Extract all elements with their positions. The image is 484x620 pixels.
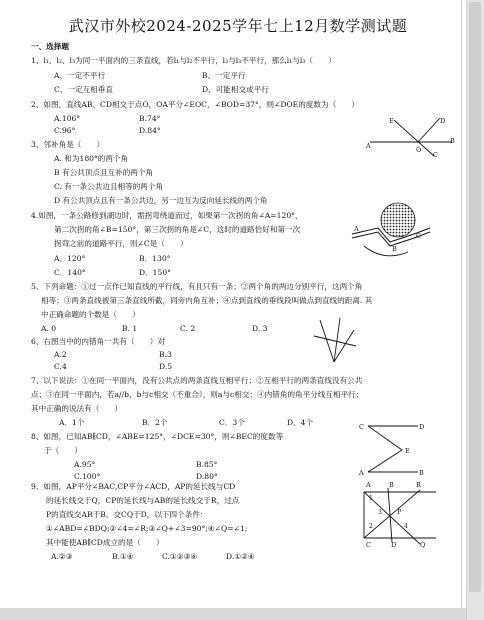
question-9-line4: ①∠ABD=∠BDQ;②∠4=∠R;③∠Q+∠3=90°;④∠Q=∠1; — [46, 524, 248, 533]
q3-option-b: B 有公共顶点且互补的两个角 — [54, 168, 154, 177]
question-3-stem: 3、邻补角是（ ） — [31, 140, 105, 149]
q1-option-d: D、可能相交或平行 — [202, 85, 269, 94]
q6-option-d: D.5 — [159, 362, 173, 371]
q5-option-d: D. 3 — [252, 324, 268, 333]
q9-label-r: R — [416, 481, 421, 489]
q2-label-e: E — [389, 117, 394, 125]
q8-option-d: D.80° — [196, 472, 218, 481]
q1-option-b: B、一定平行 — [202, 71, 246, 80]
q9-option-d: D.①②④ — [226, 552, 255, 561]
question-7-line3: 其中正确的说法有（ ） — [31, 404, 123, 413]
q4-option-d: D．150° — [139, 268, 171, 277]
question-9-line1: 9、如图，AP平分∠BAC,CP平分∠ACD，AP的延长线与CD — [31, 482, 236, 491]
q8-option-b: B.85° — [196, 460, 218, 469]
q4-option-b: B．130° — [139, 254, 171, 263]
question-7-line1: 7、以下说法：①在同一平面内，没有公共点的两条直线互相平行；②互相平行的两条直线没有公共 — [31, 376, 363, 385]
page-title: 武汉市外校2024-2025学年七上12月数学测试题 — [68, 17, 408, 35]
q9-option-b: B.①④ — [112, 552, 134, 561]
q5-option-c: C. 2 — [180, 324, 196, 333]
question-9-line2: 的延长线交于Q，CP的延长线与AB的延长线交于R，过点 — [46, 496, 240, 505]
q9-option-c: C.①②③④ — [162, 552, 198, 561]
q4-label-c: C — [416, 232, 421, 240]
q7-option-a: A．1个 — [59, 418, 85, 427]
q9-angle-3: 3 — [378, 509, 382, 516]
section-heading: 一、选择题 — [31, 42, 69, 51]
q9-label-c: C — [366, 541, 371, 549]
question-9-line5: 其中能使AB∥CD成立的是（ ） — [46, 538, 164, 547]
question-4-line2: 第二次拐的角∠B=150°，第三次拐的角是∠C，这时的道路恰好和第一次 — [54, 225, 301, 234]
q7-option-d: D．4个 — [287, 418, 314, 427]
question-6-stem: 6、右图当中的内错角一共有（ ）对 — [31, 337, 165, 346]
q4-label-b: B — [392, 245, 397, 253]
q9-option-a: A.②③ — [51, 552, 73, 561]
viewer-background — [0, 608, 466, 620]
q2-label-o: O — [416, 146, 422, 154]
question-7-line2: 点；③在同一平面内，若a//b，b与c相交（不重合），则a与c相交；④内错角的角平分线互相平行； — [31, 390, 364, 399]
q4-label-a: A — [354, 225, 359, 233]
q9-label-a: A — [366, 481, 371, 489]
q5-option-a: A. 0 — [41, 324, 57, 333]
q2-label-b: B — [450, 137, 455, 145]
vertical-scrollbar[interactable] — [466, 0, 484, 620]
q8-option-a: A.95° — [74, 460, 96, 469]
question-8-line1: 8、如图，已知AB∥CD，∠ABE=125°，∠DCE=30°，则∠BEC的度数等 — [31, 432, 284, 441]
question-5-line1: 5、下列命题：①过一点作已知直线的平行线，有且只有一条；②两个角的两边分别平行，这两个角 — [31, 282, 363, 291]
q9-angle-1: 1 — [369, 495, 373, 502]
q7-option-b: B．2个 — [142, 418, 168, 427]
q8-label-d: D — [419, 423, 425, 431]
question-4-line1: 4.如图，一条公路修到湖边时，需拐弯绕道而过，如果第一次拐的角∠A=120°， — [31, 211, 303, 220]
q1-option-c: C、一定互相垂直 — [54, 85, 113, 94]
q8-option-c: C.100° — [74, 472, 101, 481]
q7-option-c: C．3个 — [219, 418, 245, 427]
question-8-line2: 于（ ） — [44, 446, 82, 455]
question-2-stem: 2、如图，直线AB、CD相交于点O，OA平分∠EOC，∠BOD=37°，则∠DOE的度数为（ ） — [31, 100, 359, 109]
scrollbar-thumb[interactable] — [469, 2, 481, 592]
question-4-line3: 拐弯之前的道路平行，则∠C是（ ） — [54, 239, 188, 248]
q8-label-b: B — [419, 469, 424, 477]
q8-label-e: E — [405, 447, 410, 455]
q6-option-b: B.3 — [159, 350, 172, 359]
q3-option-c: C. 有一条公共边且相等的两个角 — [54, 182, 164, 191]
q4-option-c: C．140° — [54, 268, 86, 277]
q2-option-b: B.74° — [139, 114, 161, 123]
q2-label-a: A — [366, 142, 371, 150]
q6-option-a: A.2 — [54, 350, 67, 359]
q9-label-q: Q — [420, 541, 426, 549]
q8-label-c: C — [359, 423, 364, 431]
q4-option-a: A．120° — [54, 254, 86, 263]
q2-option-a: A.106° — [54, 114, 81, 123]
q2-option-d: D.84° — [139, 126, 161, 135]
question-9-line3: P的直线交AR于B，交CQ于D，以下四个条件： — [46, 510, 208, 519]
q6-option-c: C.4 — [54, 362, 67, 371]
q2-label-d: D — [440, 117, 446, 125]
q8-label-a: A — [359, 469, 364, 477]
q8-figure — [354, 418, 426, 480]
question-1-stem: 1、l₁、l₂、l₃为同一平面内的三条直线，若l₁与l₂不平行，l₂与l₃不平行，那么l₁与l₃（ ） — [31, 56, 336, 65]
q9-label-b: B — [389, 481, 394, 489]
q3-option-a: A. 和为180°的两个角 — [54, 154, 129, 163]
q5-option-b: B. 1 — [122, 324, 138, 333]
q9-angle-2: 2 — [369, 523, 373, 530]
document-page — [14, 0, 462, 610]
q9-angle-4: 4 — [404, 523, 408, 530]
q2-label-c: C — [433, 151, 438, 159]
q4-lake-figure — [344, 198, 444, 272]
q9-figure — [350, 482, 450, 552]
question-5-line3: 中正确命题的个数是（ ） — [41, 310, 140, 319]
q9-label-d: D — [391, 541, 397, 549]
q6-figure — [310, 316, 360, 366]
question-5-line2: 相等；③两条直线被第三条直线所截，同旁内角互补；④点到直线的垂线段叫做点到直线的距离. 其 — [41, 296, 373, 305]
q3-option-d: D 有公共顶点且有一条公共边，另一边互为反向延长线的两个角 — [54, 196, 268, 205]
q1-option-a: A、一定不平行 — [54, 71, 106, 80]
q9-label-p: P — [397, 508, 402, 516]
q2-option-c: C.96° — [54, 126, 76, 135]
